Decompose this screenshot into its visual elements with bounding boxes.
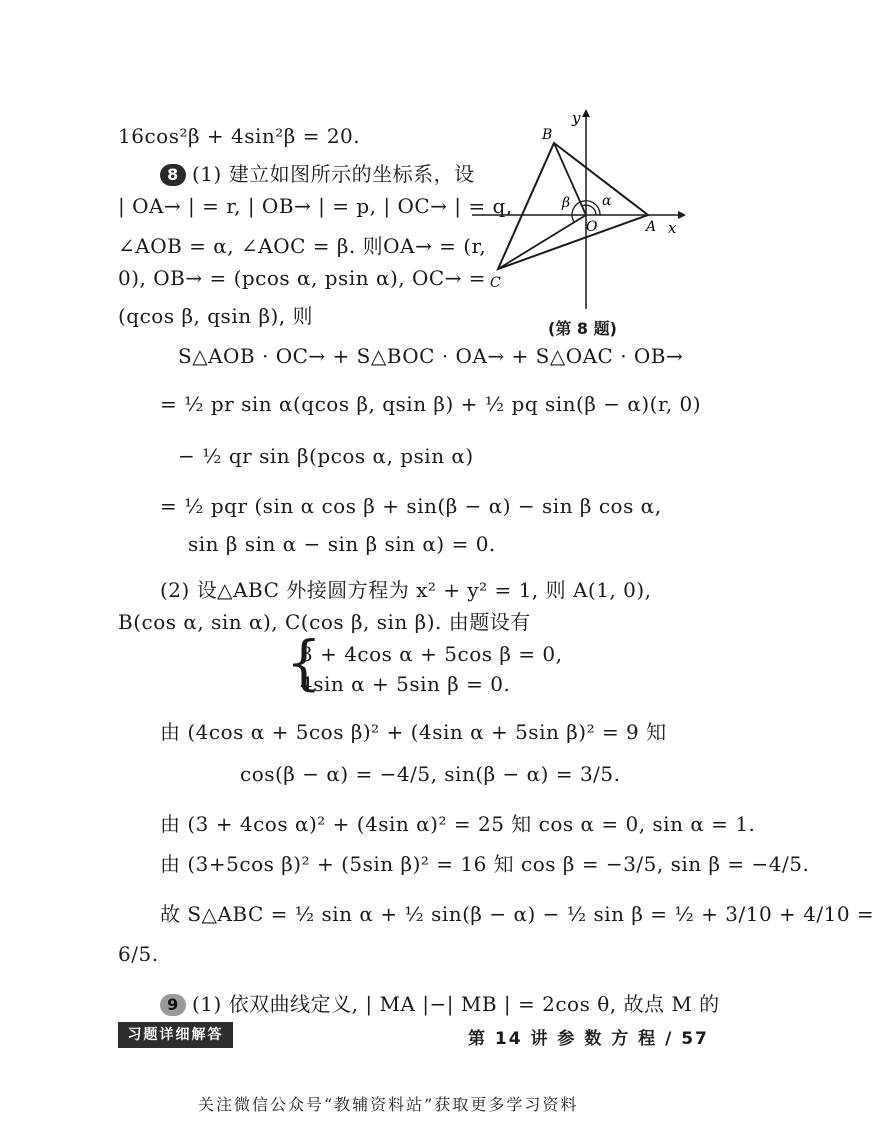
footer-chapter-page: 第 14 讲 参 数 方 程 / 57 [468, 1029, 709, 1049]
derivation-line-6: 6/5. [118, 942, 159, 966]
system-equation-1: 3 + 4cos α + 5cos β = 0, [300, 642, 563, 666]
text-line-6: (qcos β, qsin β), 则 [118, 304, 314, 328]
x-axis-arrow [678, 211, 686, 219]
triangle-abc [498, 143, 648, 269]
problem-9-text: (1) 依双曲线定义, | MA |−| MB | = 2cos θ, 故点 M 的 [192, 992, 720, 1016]
part-2-line-1: (2) 设△ABC 外接圆方程为 x² + y² = 1, 则 A(1, 0), [160, 578, 652, 602]
equation-3: − ½ qr sin β(pcos α, psin α) [178, 444, 474, 468]
equation-4: = ½ pqr (sin α cos β + sin(β − α) − sin β cos α, [160, 494, 662, 518]
system-equation-2: 4sin α + 5sin β = 0. [300, 672, 511, 696]
problem-8-text: (1) 建立如图所示的坐标系，设 [192, 162, 475, 186]
label-beta: β [562, 195, 571, 211]
text-line-5: 0), OB→ = (pcos α, psin α), OC→ = [118, 266, 487, 290]
triangle-coordinate-figure [468, 105, 688, 315]
text-line-3: | OA→ | = r, | OB→ | = p, | OC→ | = q, [118, 194, 513, 218]
figure-caption: (第 8 题) [548, 319, 617, 338]
problem-8-line [160, 158, 475, 187]
label-x: x [668, 219, 677, 237]
label-o: O [586, 219, 598, 235]
label-b: B [542, 127, 553, 143]
problem-8-badge: 8 [160, 164, 186, 186]
equation-1: S△AOB · OC→ + S△BOC · OA→ + S△OAC · OB→ [178, 344, 684, 368]
footer-section-tag: 习题详细解答 [118, 1022, 233, 1048]
text-line-4: ∠AOB = α, ∠AOC = β. 则OA→ = (r, [118, 234, 487, 258]
part-2-line-2: B(cos α, sin α), C(cos β, sin β). 由题设有 [118, 610, 531, 634]
y-axis-arrow [582, 109, 590, 117]
derivation-line-2: cos(β − α) = −4/5, sin(β − α) = 3/5. [240, 762, 621, 786]
label-y: y [572, 109, 581, 127]
label-alpha: α [602, 193, 612, 209]
text-line-1: 16cos²β + 4sin²β = 20. [118, 124, 361, 148]
problem-9-line [160, 988, 720, 1017]
equation-2: = ½ pr sin α(qcos β, qsin β) + ½ pq sin(β − α)(r, 0) [160, 392, 702, 416]
derivation-line-1: 由 (4cos α + 5cos β)² + (4sin α + 5sin β)² = 9 知 [160, 720, 667, 744]
label-a: A [646, 219, 657, 235]
derivation-line-4: 由 (3+5cos β)² + (5sin β)² = 16 知 cos β = −3/5, sin β = −4/5. [160, 852, 810, 876]
derivation-line-5: 故 S△ABC = ½ sin α + ½ sin(β − α) − ½ sin β = ½ + 3/10 + 4/10 = [160, 902, 874, 926]
problem-9-badge: 9 [160, 994, 186, 1016]
label-c: C [490, 275, 501, 291]
derivation-line-3: 由 (3 + 4cos α)² + (4sin α)² = 25 知 cos α = 0, sin α = 1. [160, 812, 756, 836]
equation-5: sin β sin α − sin β sin α) = 0. [188, 532, 496, 556]
watermark-text: 关注微信公众号“教辅资料站”获取更多学习资料 [198, 1095, 579, 1114]
system-brace: { [286, 629, 322, 698]
